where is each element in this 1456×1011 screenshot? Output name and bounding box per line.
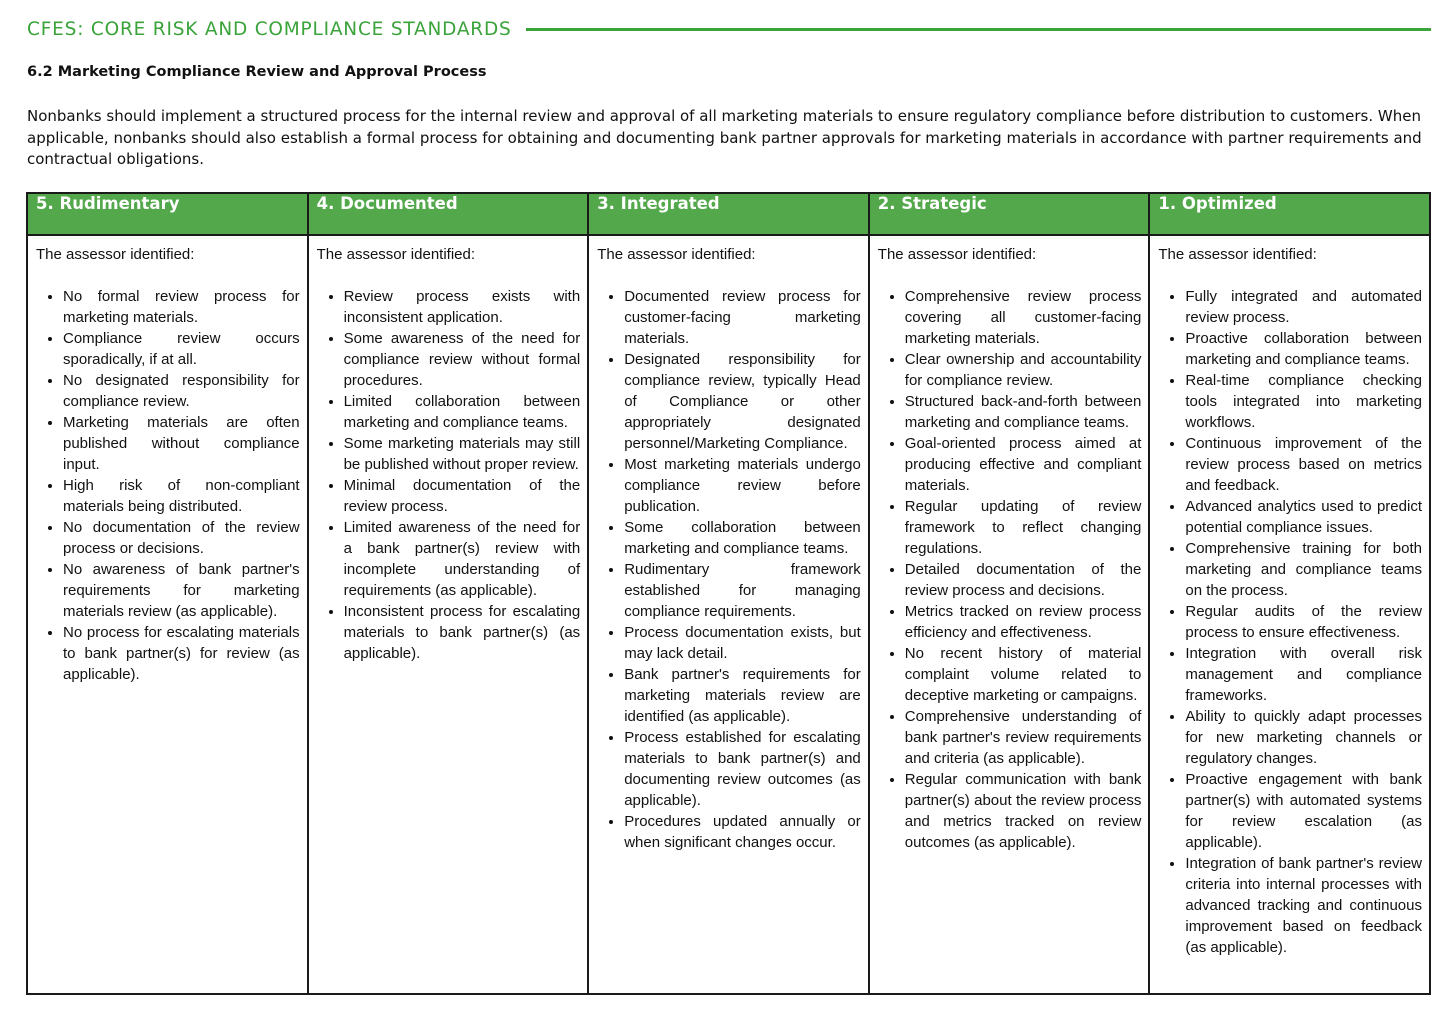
page-header bbox=[27, 14, 1431, 44]
column-cell-strategic bbox=[869, 235, 1150, 994]
column-cell-integrated bbox=[588, 235, 869, 994]
list-item: • Integration with overall risk management and compliance frameworks. bbox=[1185, 643, 1422, 706]
criteria-list bbox=[36, 286, 300, 685]
list-item: • Some collaboration between marketing and compliance teams. bbox=[624, 517, 861, 559]
cell-intro: The assessor identified: bbox=[316, 246, 476, 263]
column-cell-documented bbox=[308, 235, 589, 994]
list-item: • Limited awareness of the need for a bank partner(s) review with incomplete understanding of requirements (as applicable). bbox=[344, 517, 581, 601]
cell-intro: The assessor identified: bbox=[877, 246, 1037, 263]
list-item: • Ability to quickly adapt processes for new marketing channels or regulatory changes. bbox=[1185, 706, 1422, 769]
list-item: • Regular communication with bank partner(s) about the review process and metrics tracked on review outcomes (as applicable). bbox=[905, 769, 1142, 853]
list-item: • No awareness of bank partner's requirements for marketing materials review (as applicable). bbox=[63, 559, 300, 622]
header-rule bbox=[526, 28, 1431, 31]
list-item: • Regular updating of review framework to reflect changing regulations. bbox=[905, 496, 1142, 559]
list-item: • Designated responsibility for compliance review, typically Head of Compliance or other appropriately designated personnel/Marketing Compliance. bbox=[624, 349, 861, 454]
criteria-list bbox=[878, 286, 1142, 853]
list-item: • Process established for escalating materials to bank partner(s) and documenting review outcomes (as applicable). bbox=[624, 727, 861, 811]
list-item: • Goal-oriented process aimed at producing effective and compliant materials. bbox=[905, 433, 1142, 496]
list-item: • No recent history of material complaint volume related to deceptive marketing or campaigns. bbox=[905, 643, 1142, 706]
section-title: 6.2 Marketing Compliance Review and Approval Process bbox=[27, 64, 487, 80]
list-item: • Some marketing materials may still be published without proper review. bbox=[344, 433, 581, 475]
list-item: • Comprehensive review process covering all customer-facing marketing materials. bbox=[905, 286, 1142, 349]
criteria-list bbox=[1158, 286, 1422, 958]
criteria-list bbox=[317, 286, 581, 664]
list-item: • Real-time compliance checking tools integrated into marketing workflows. bbox=[1185, 370, 1422, 433]
list-item: • Review process exists with inconsistent application. bbox=[344, 286, 581, 328]
list-item: • Rudimentary framework established for managing compliance requirements. bbox=[624, 559, 861, 622]
list-item: • High risk of non-compliant materials being distributed. bbox=[63, 475, 300, 517]
list-item: • Most marketing materials undergo compliance review before publication. bbox=[624, 454, 861, 517]
list-item: • No process for escalating materials to bank partner(s) for review (as applicable). bbox=[63, 622, 300, 685]
list-item: • Proactive engagement with bank partner(s) with automated systems for review escalation (as applicable). bbox=[1185, 769, 1422, 853]
cell-intro: The assessor identified: bbox=[36, 246, 195, 263]
column-header-optimized: 1. Optimized bbox=[1149, 193, 1430, 235]
list-item: • Minimal documentation of the review process. bbox=[344, 475, 581, 517]
cell-intro: The assessor identified: bbox=[1158, 246, 1317, 263]
maturity-table bbox=[26, 192, 1431, 995]
list-item: • Regular audits of the review process to ensure effectiveness. bbox=[1185, 601, 1422, 643]
list-item: • Inconsistent process for escalating materials to bank partner(s) (as applicable). bbox=[344, 601, 581, 664]
list-item: • Advanced analytics used to predict potential compliance issues. bbox=[1185, 496, 1422, 538]
list-item: • Procedures updated annually or when significant changes occur. bbox=[624, 811, 861, 853]
list-item: • Compliance review occurs sporadically, if at all. bbox=[63, 328, 300, 370]
column-header-documented: 4. Documented bbox=[308, 193, 589, 235]
list-item: • Comprehensive understanding of bank partner's review requirements and criteria (as applicable). bbox=[905, 706, 1142, 769]
column-cell-rudimentary bbox=[27, 235, 308, 994]
table-body-row bbox=[27, 235, 1430, 994]
list-item: • Clear ownership and accountability for compliance review. bbox=[905, 349, 1142, 391]
header-title: CFES: CORE RISK AND COMPLIANCE STANDARDS bbox=[27, 18, 512, 40]
list-item: • Some awareness of the need for compliance review without formal procedures. bbox=[344, 328, 581, 391]
column-header-rudimentary: 5. Rudimentary bbox=[27, 193, 308, 235]
column-header-strategic: 2. Strategic bbox=[869, 193, 1150, 235]
list-item: • Documented review process for customer-facing marketing materials. bbox=[624, 286, 861, 349]
list-item: • Marketing materials are often published without compliance input. bbox=[63, 412, 300, 475]
list-item: • Structured back-and-forth between marketing and compliance teams. bbox=[905, 391, 1142, 433]
column-cell-optimized bbox=[1149, 235, 1430, 994]
list-item: • Fully integrated and automated review process. bbox=[1185, 286, 1422, 328]
list-item: • No designated responsibility for compliance review. bbox=[63, 370, 300, 412]
list-item: • Continuous improvement of the review process based on metrics and feedback. bbox=[1185, 433, 1422, 496]
table-header-row bbox=[27, 193, 1430, 235]
list-item: • Bank partner's requirements for marketing materials review are identified (as applicable). bbox=[624, 664, 861, 727]
cell-intro: The assessor identified: bbox=[597, 246, 756, 263]
criteria-list bbox=[597, 286, 861, 853]
list-item: • No documentation of the review process or decisions. bbox=[63, 517, 300, 559]
list-item: • No formal review process for marketing materials. bbox=[63, 286, 300, 328]
list-item: • Metrics tracked on review process efficiency and effectiveness. bbox=[905, 601, 1142, 643]
list-item: • Limited collaboration between marketing and compliance teams. bbox=[344, 391, 581, 433]
list-item: • Detailed documentation of the review process and decisions. bbox=[905, 559, 1142, 601]
list-item: • Comprehensive training for both marketing and compliance teams on the process. bbox=[1185, 538, 1422, 601]
list-item: • Proactive collaboration between marketing and compliance teams. bbox=[1185, 328, 1422, 370]
section-intro: Nonbanks should implement a structured process for the internal review and approval of all marketing materials to ensure regulatory compliance before distribution to customers. When applicable, nonbanks should also establish a formal process for obtaining and documenting bank partner approvals for marketing materials in accordance with partner requirements and contractual obligations. bbox=[27, 107, 1422, 168]
list-item: • Process documentation exists, but may lack detail. bbox=[624, 622, 861, 664]
list-item: • Integration of bank partner's review criteria into internal processes with advanced tracking and continuous improvement based on feedback (as applicable). bbox=[1185, 853, 1422, 958]
column-header-integrated: 3. Integrated bbox=[588, 193, 869, 235]
